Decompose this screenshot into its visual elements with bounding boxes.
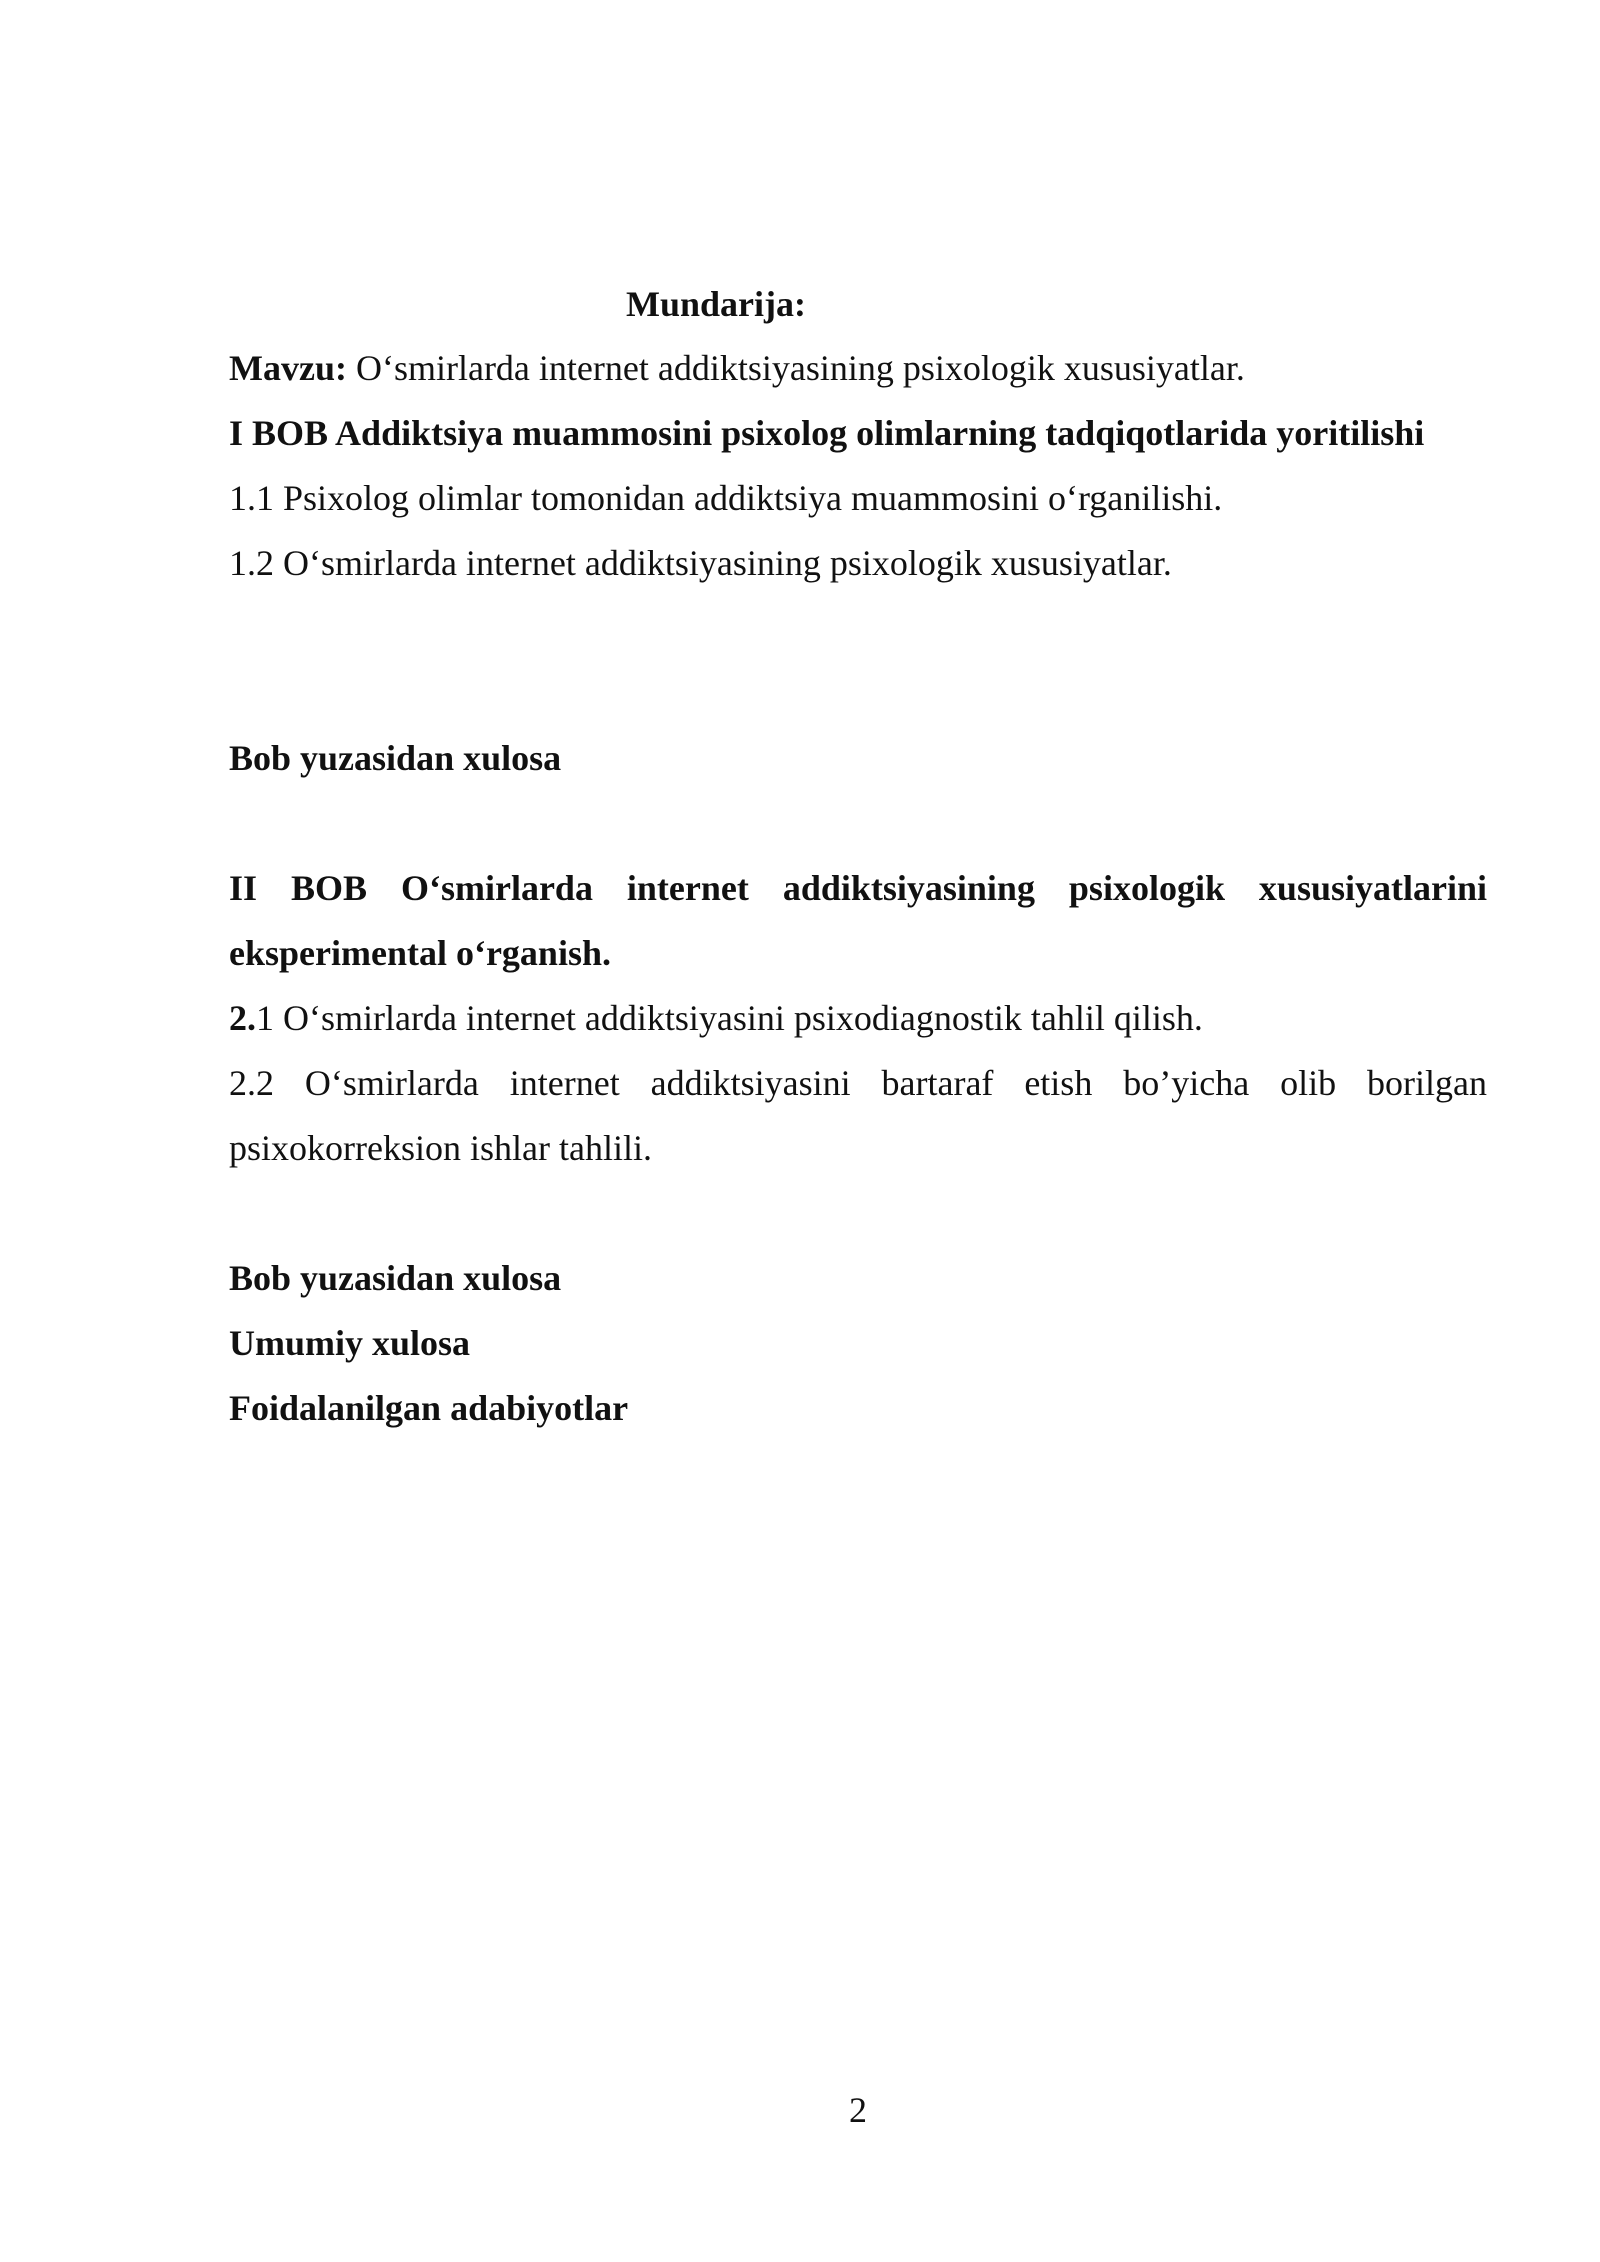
topic-text: O‘smirlarda internet addiktsiyasining psixologik xususiyatlar.: [346, 348, 1245, 388]
chapter2-section1: [229, 996, 1487, 1040]
chapter1-heading: I BOB Addiktsiya muammosini psixolog olimlarning tadqiqotlarida yoritilishi: [229, 413, 1425, 453]
section-word: bo’yicha: [1123, 1063, 1250, 1103]
chapter1-conclusion: Bob yuzasidan xulosa: [229, 738, 562, 778]
chapter1-section2: 1.2 O‘smirlarda internet addiktsiyasining psixologik xususiyatlar.: [229, 543, 1172, 583]
chapter2-heading-line2: eksperimental o‘rganish.: [229, 933, 611, 973]
toc-title: Mundarija:: [626, 284, 806, 324]
heading-word: II: [229, 868, 258, 908]
heading-word: xususiyatlarini: [1258, 868, 1487, 908]
section-word: internet: [509, 1063, 620, 1103]
section-word: O‘smirlarda: [304, 1063, 479, 1103]
section-word: borilgan: [1367, 1063, 1487, 1103]
heading-word: psixologik: [1068, 868, 1225, 908]
references: Foidalanilgan adabiyotlar: [229, 1388, 629, 1428]
section-word: olib: [1280, 1063, 1337, 1103]
chapter1-section1: 1.1 Psixolog olimlar tomonidan addiktsiya muammosini o‘rganilishi.: [229, 478, 1223, 518]
heading-word: O‘smirlarda: [400, 868, 593, 908]
section-word: addiktsiyasini: [650, 1063, 851, 1103]
heading-word: addiktsiyasining: [782, 868, 1035, 908]
general-conclusion: Umumiy xulosa: [229, 1323, 471, 1363]
chapter2-section1-text: 1 O‘smirlarda internet addiktsiyasini psixodiagnostik tahlil qilish.: [256, 998, 1203, 1038]
heading-word: BOB: [290, 868, 368, 908]
heading-word: internet: [626, 868, 749, 908]
topic-line: [229, 346, 1487, 390]
section-word: bartaraf: [881, 1063, 994, 1103]
page-number: 2: [849, 2090, 867, 2130]
chapter2-section1-number: 2.: [229, 998, 256, 1038]
section-word: 2.2: [229, 1063, 274, 1103]
topic-label: Mavzu:: [229, 348, 347, 388]
chapter2-section2-line1: [229, 1061, 1487, 1105]
chapter2-heading-line1: [229, 866, 1487, 910]
section-word: etish: [1024, 1063, 1093, 1103]
chapter2-conclusion: Bob yuzasidan xulosa: [229, 1258, 562, 1298]
chapter2-section2-line2: psixokorreksion ishlar tahlili.: [229, 1128, 652, 1168]
